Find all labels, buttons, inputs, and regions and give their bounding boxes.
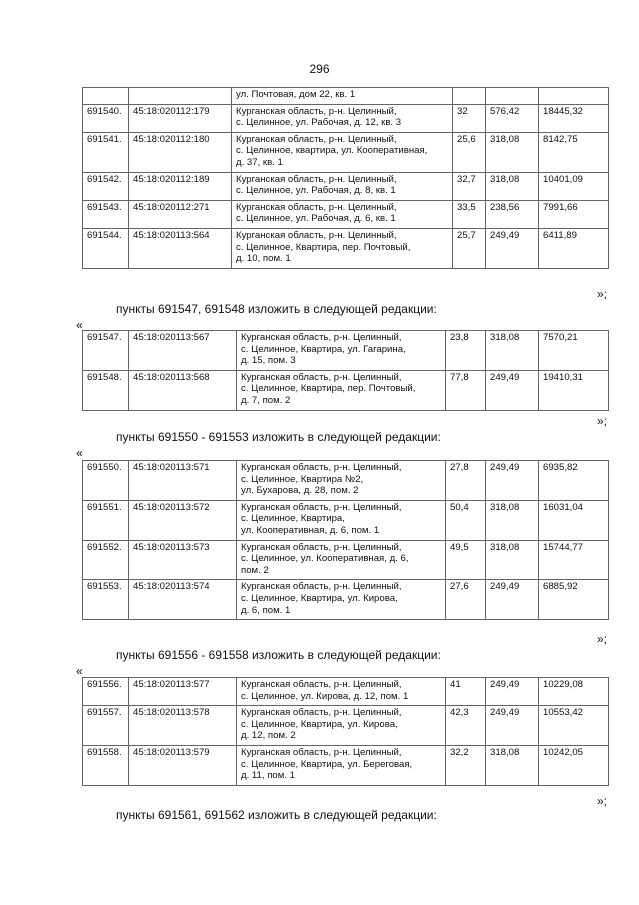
cadastral-number-cell: 45:18:020113:567 [129, 331, 237, 371]
address-line: ул. Бухарова, д. 28, пом. 2 [241, 485, 359, 497]
rate-cell: 318,08 [486, 172, 539, 200]
value-cell: 8142,75 [539, 132, 609, 172]
area-cell: 50,4 [446, 500, 486, 540]
address-line: с. Целинное, ул. Рабочая, д. 8, кв. 1 [236, 185, 396, 197]
value-cell: 6935,82 [539, 461, 609, 501]
page-number: 296 [309, 62, 330, 76]
value-cell: 7991,66 [539, 200, 609, 228]
rate-cell: 318,08 [486, 745, 539, 785]
value-cell: 15744,77 [539, 540, 609, 580]
amendment-paragraph: пункты 691556 - 691558 изложить в следующей редакции: [116, 648, 441, 662]
address-line: с. Целинное, квартира, ул. Кооперативная, [236, 145, 428, 157]
amendment-paragraph: пункты 691561, 691562 изложить в следующей редакции: [116, 808, 437, 822]
address-line: с. Целинное, ул. Кооперативная, д. 6, [241, 553, 409, 565]
address-cell [237, 370, 446, 410]
item-number-cell: 691547. [83, 331, 129, 371]
rate-cell: 318,08 [486, 331, 539, 371]
rate-cell: 318,08 [486, 132, 539, 172]
rate-cell: 318,08 [486, 500, 539, 540]
item-number-cell: 691541. [83, 132, 129, 172]
address-line: с. Целинное, Квартира, ул. Береговая, [241, 758, 413, 770]
cadastral-number-cell: 45:18:020112:189 [129, 172, 232, 200]
address-cell [232, 104, 453, 132]
address-line: Курганская область, р-н. Целинный, [241, 707, 402, 719]
value-cell [539, 88, 609, 105]
cadastral-number-cell [129, 88, 232, 105]
area-cell: 49,5 [446, 540, 486, 580]
closing-quote: »; [597, 794, 608, 808]
table-row [83, 172, 609, 200]
rate-cell: 249,49 [486, 228, 539, 268]
table-row [83, 745, 609, 785]
table-row [83, 88, 609, 105]
address-line: д. 10, пом. 1 [236, 253, 291, 265]
value-cell: 19410,31 [539, 370, 609, 410]
address-line: Курганская область, р-н. Целинный, [241, 679, 402, 690]
value-cell: 7570,21 [539, 331, 609, 371]
address-line: Курганская область, р-н. Целинный, [241, 501, 402, 513]
value-cell: 6411,89 [539, 228, 609, 268]
rate-cell: 249,49 [486, 580, 539, 620]
item-number-cell: 691542. [83, 172, 129, 200]
address-line: с. Целинное, Квартира, ул. Кирова, [241, 592, 398, 604]
address-line: ул. Почтовая, дом 22, кв. 1 [236, 89, 356, 100]
address-cell [232, 200, 453, 228]
address-cell [232, 88, 453, 105]
table-row [83, 228, 609, 268]
address-cell [232, 132, 453, 172]
area-cell: 33,5 [453, 200, 486, 228]
address-line: Курганская область, р-н. Целинный, [236, 229, 397, 241]
table-row [83, 540, 609, 580]
address-line: Курганская область, р-н. Целинный, [241, 332, 402, 343]
item-number-cell: 691556. [83, 678, 129, 706]
table-row [83, 461, 609, 501]
address-line: с. Целинное, ул. Рабочая, д. 6, кв. 1 [236, 213, 396, 225]
table-row [83, 104, 609, 132]
address-line: с. Целинное, ул. Рабочая, д. 12, кв. 3 [236, 117, 402, 129]
closing-quote: »; [597, 632, 608, 646]
item-number-cell: 691548. [83, 370, 129, 410]
address-line: д. 37, кв. 1 [236, 156, 283, 168]
table-row [83, 580, 609, 620]
area-cell: 32 [453, 104, 486, 132]
opening-quote: « [76, 664, 83, 678]
cadastral-number-cell: 45:18:020113:577 [129, 678, 237, 706]
value-cell: 6885,92 [539, 580, 609, 620]
cadastral-number-cell: 45:18:020112:180 [129, 132, 232, 172]
item-number-cell [83, 88, 129, 105]
cadastral-number-cell: 45:18:020113:568 [129, 370, 237, 410]
table-row [83, 370, 609, 410]
item-number-cell: 691540. [83, 104, 129, 132]
address-cell [232, 228, 453, 268]
value-cell: 16031,04 [539, 500, 609, 540]
address-line: пом. 2 [241, 564, 269, 576]
opening-quote: « [76, 446, 83, 460]
address-line: с. Целинное, Квартира, ул. Кирова, [241, 718, 398, 730]
closing-quote: »; [597, 287, 608, 301]
item-number-cell: 691552. [83, 540, 129, 580]
address-line: д. 12, пом. 2 [241, 730, 296, 742]
rate-cell: 249,49 [486, 370, 539, 410]
cadastral-number-cell: 45:18:020113:579 [129, 745, 237, 785]
table-row [83, 706, 609, 746]
area-cell: 32,7 [453, 172, 486, 200]
item-number-cell: 691543. [83, 200, 129, 228]
area-cell [453, 88, 486, 105]
area-cell: 27,8 [446, 461, 486, 501]
address-line: д. 15, пом. 3 [241, 355, 296, 367]
address-cell [237, 678, 446, 706]
value-cell: 10401,09 [539, 172, 609, 200]
address-line: ул. Кооперативная, д. 6, пом. 1 [241, 524, 380, 536]
address-cell [237, 580, 446, 620]
address-line: Курганская область, р-н. Целинный, [236, 201, 397, 213]
rate-cell: 249,49 [486, 461, 539, 501]
address-cell [237, 331, 446, 371]
address-line: Курганская область, р-н. Целинный, [241, 541, 402, 553]
cadastral-number-cell: 45:18:020113:571 [129, 461, 237, 501]
address-line: с. Целинное, Квартира, пер. Почтовый, [236, 241, 411, 253]
area-cell: 25,7 [453, 228, 486, 268]
area-cell: 77,8 [446, 370, 486, 410]
area-cell: 32,2 [446, 745, 486, 785]
item-number-cell: 691544. [83, 228, 129, 268]
rate-cell [486, 88, 539, 105]
closing-quote: »; [597, 414, 608, 428]
address-line: с. Целинное, Квартира, пер. Почтовый, [241, 383, 416, 395]
address-line: д. 11, пом. 1 [241, 770, 296, 782]
opening-quote: « [76, 318, 83, 332]
address-line: Курганская область, р-н. Целинный, [241, 581, 402, 593]
rate-cell: 318,08 [486, 540, 539, 580]
address-line: с. Целинное, Квартира, [241, 513, 345, 525]
rate-cell: 249,49 [486, 678, 539, 706]
address-line: с. Целинное, ул. Кирова, д. 12, пом. 1 [241, 690, 409, 702]
rate-cell: 249,49 [486, 706, 539, 746]
item-number-cell: 691551. [83, 500, 129, 540]
table-row [83, 500, 609, 540]
rate-cell: 576,42 [486, 104, 539, 132]
address-line: д. 6, пом. 1 [241, 604, 291, 616]
item-number-cell: 691550. [83, 461, 129, 501]
value-cell: 10242,05 [539, 745, 609, 785]
address-line: д. 7, пом. 2 [241, 394, 291, 406]
address-line: Курганская область, р-н. Целинный, [236, 173, 397, 185]
area-cell: 25,6 [453, 132, 486, 172]
registry-table-3 [82, 460, 609, 620]
value-cell: 10553,42 [539, 706, 609, 746]
table-row [83, 331, 609, 371]
address-line: Курганская область, р-н. Целинный, [241, 462, 402, 473]
item-number-cell: 691553. [83, 580, 129, 620]
address-cell [237, 745, 446, 785]
cadastral-number-cell: 45:18:020113:572 [129, 500, 237, 540]
address-line: с. Целинное, Квартира №2, [241, 473, 364, 485]
cadastral-number-cell: 45:18:020112:271 [129, 200, 232, 228]
address-line: Курганская область, р-н. Целинный, [236, 133, 397, 145]
cadastral-number-cell: 45:18:020113:564 [129, 228, 232, 268]
cadastral-number-cell: 45:18:020113:578 [129, 706, 237, 746]
address-cell [237, 461, 446, 501]
area-cell: 23,8 [446, 331, 486, 371]
address-cell [237, 540, 446, 580]
value-cell: 10229,08 [539, 678, 609, 706]
area-cell: 42,3 [446, 706, 486, 746]
address-line: Курганская область, р-н. Целинный, [241, 371, 402, 383]
item-number-cell: 691558. [83, 745, 129, 785]
address-line: Курганская область, р-н. Целинный, [236, 105, 397, 117]
cadastral-number-cell: 45:18:020112:179 [129, 104, 232, 132]
registry-table-2 [82, 330, 609, 411]
table-row [83, 200, 609, 228]
value-cell: 18445,32 [539, 104, 609, 132]
registry-table-1 [82, 87, 609, 269]
amendment-paragraph: пункты 691547, 691548 изложить в следующей редакции: [116, 302, 437, 316]
address-cell [237, 500, 446, 540]
item-number-cell: 691557. [83, 706, 129, 746]
address-line: с. Целинное, Квартира, ул. Гагарина, [241, 343, 406, 355]
address-line: Курганская область, р-н. Целинный, [241, 746, 402, 758]
cadastral-number-cell: 45:18:020113:573 [129, 540, 237, 580]
cadastral-number-cell: 45:18:020113:574 [129, 580, 237, 620]
area-cell: 41 [446, 678, 486, 706]
registry-table-4 [82, 677, 609, 786]
table-row [83, 132, 609, 172]
address-cell [232, 172, 453, 200]
area-cell: 27,6 [446, 580, 486, 620]
amendment-paragraph: пункты 691550 - 691553 изложить в следующей редакции: [116, 430, 441, 444]
address-cell [237, 706, 446, 746]
table-row [83, 678, 609, 706]
rate-cell: 238,56 [486, 200, 539, 228]
